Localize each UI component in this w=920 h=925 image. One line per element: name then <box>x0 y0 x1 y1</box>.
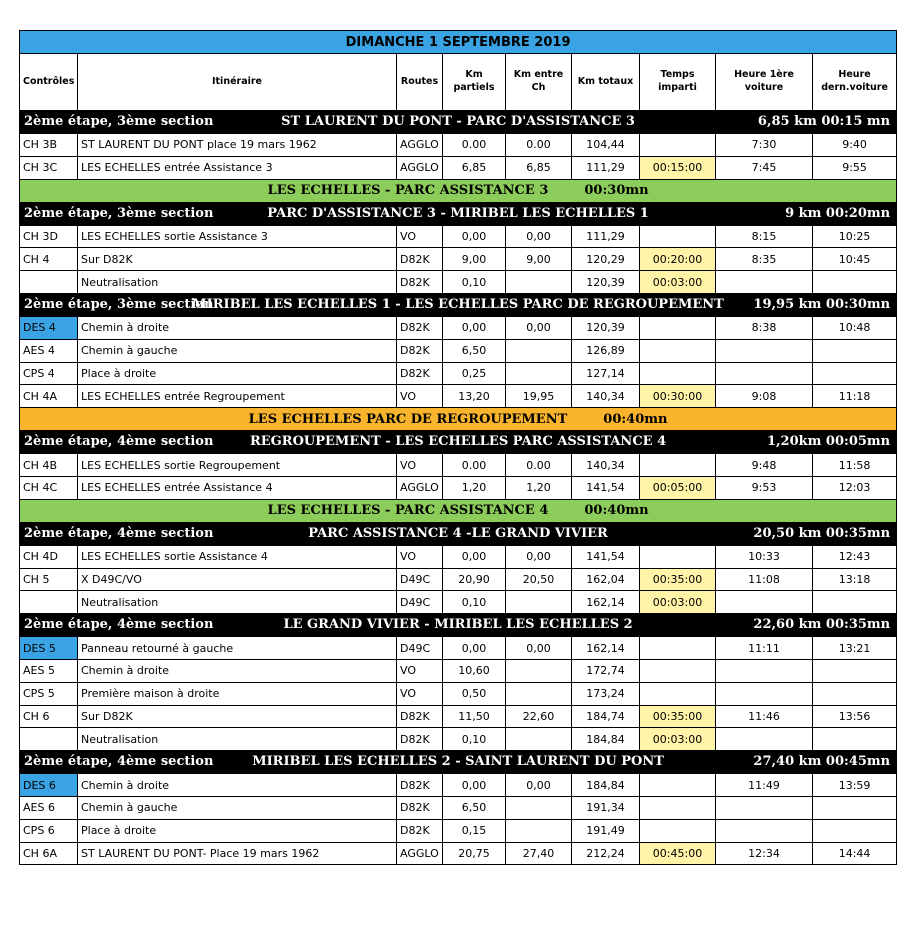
heure-derniere-cell: 11:58 <box>813 454 897 477</box>
header-row <box>20 54 897 111</box>
section-distance-time: 27,40 km 00:45mn <box>753 754 891 770</box>
km-partiels-cell: 0,25 <box>443 362 506 385</box>
parc-name: LES ECHELLES - PARC ASSISTANCE 4 <box>267 503 549 519</box>
km-totaux-cell: 184,74 <box>572 705 640 728</box>
km-totaux-cell: 111,29 <box>572 156 640 179</box>
km-entre-cell: 6,85 <box>506 156 572 179</box>
heure-derniere-cell: 10:25 <box>813 225 897 248</box>
parc-row <box>20 179 897 202</box>
section-header-row <box>20 202 897 225</box>
km-totaux-cell: 141,54 <box>572 476 640 499</box>
route-cell: D49C <box>397 568 443 591</box>
km-totaux-cell: 104,44 <box>572 134 640 157</box>
itinerary-cell: LES ECHELLES sortie Regroupement <box>78 454 397 477</box>
parc-row <box>20 408 897 431</box>
km-partiels-cell: 1,20 <box>443 476 506 499</box>
route-cell: D82K <box>397 728 443 751</box>
section-distance-time: 1,20km 00:05mn <box>766 434 891 450</box>
section-distance-time: 19,95 km 00:30mn <box>753 296 891 312</box>
km-partiels-cell: 11,50 <box>443 705 506 728</box>
section-header-row <box>20 111 897 134</box>
km-totaux-cell: 212,24 <box>572 842 640 865</box>
temps-imparti-cell <box>640 454 716 477</box>
section-header <box>20 522 897 545</box>
table-row <box>20 637 897 660</box>
itinerary-cell: ST LAURENT DU PONT place 19 mars 1962 <box>78 134 397 157</box>
temps-imparti-cell: 00:03:00 <box>640 728 716 751</box>
itinerary-cell: LES ECHELLES sortie Assistance 3 <box>78 225 397 248</box>
section-header-content <box>20 751 896 773</box>
table-row <box>20 454 897 477</box>
heure-derniere-cell <box>813 728 897 751</box>
temps-imparti-cell <box>640 682 716 705</box>
heure-derniere-cell: 13:56 <box>813 705 897 728</box>
km-totaux-cell: 120,29 <box>572 248 640 271</box>
heure-premiere-cell <box>716 728 813 751</box>
heure-derniere-cell <box>813 796 897 819</box>
temps-imparti-cell: 00:20:00 <box>640 248 716 271</box>
control-code: CH 4C <box>20 476 78 499</box>
km-entre-cell: 22,60 <box>506 705 572 728</box>
km-entre-cell <box>506 682 572 705</box>
route-cell: AGGLO <box>397 134 443 157</box>
section-header <box>20 202 897 225</box>
itinerary-cell: Chemin à droite <box>78 659 397 682</box>
table-row <box>20 774 897 797</box>
km-partiels-cell: 13,20 <box>443 385 506 408</box>
km-entre-cell: 1,20 <box>506 476 572 499</box>
parc-name: LES ECHELLES PARC DE REGROUPEMENT <box>248 411 568 427</box>
itinerary-cell: Place à droite <box>78 362 397 385</box>
km-entre-cell: 0,00 <box>506 225 572 248</box>
control-code: CH 3D <box>20 225 78 248</box>
section-distance-time: 22,60 km 00:35mn <box>753 617 891 633</box>
heure-derniere-cell: 12:43 <box>813 545 897 568</box>
heure-premiere-cell: 11:49 <box>716 774 813 797</box>
itinerary-cell: Neutralisation <box>78 728 397 751</box>
heure-premiere-cell <box>716 271 813 294</box>
route-cell: D82K <box>397 339 443 362</box>
route-cell: D82K <box>397 796 443 819</box>
heure-derniere-cell: 12:03 <box>813 476 897 499</box>
table-row <box>20 385 897 408</box>
route-cell: D82K <box>397 705 443 728</box>
km-partiels-cell: 0,00 <box>443 637 506 660</box>
section-stage: 2ème étape, 3ème section <box>24 296 214 312</box>
km-totaux-cell: 162,14 <box>572 637 640 660</box>
section-distance-time: 20,50 km 00:35mn <box>753 525 891 541</box>
section-header-content <box>20 111 896 133</box>
control-code: AES 4 <box>20 339 78 362</box>
heure-derniere-cell <box>813 659 897 682</box>
control-code: DES 4 <box>20 316 78 339</box>
control-code: CH 4A <box>20 385 78 408</box>
control-code: CPS 6 <box>20 819 78 842</box>
control-code: CPS 4 <box>20 362 78 385</box>
km-totaux-cell: 140,34 <box>572 385 640 408</box>
heure-derniere-cell <box>813 819 897 842</box>
heure-derniere-cell: 14:44 <box>813 842 897 865</box>
control-code: DES 6 <box>20 774 78 797</box>
km-partiels-cell: 0,00 <box>443 545 506 568</box>
section-header-row <box>20 293 897 316</box>
km-totaux-cell: 191,34 <box>572 796 640 819</box>
heure-premiere-cell: 9:08 <box>716 385 813 408</box>
heure-premiere-cell <box>716 362 813 385</box>
title-row <box>20 31 897 54</box>
temps-imparti-cell: 00:45:00 <box>640 842 716 865</box>
km-partiels-cell: 9,00 <box>443 248 506 271</box>
km-totaux-cell: 111,29 <box>572 225 640 248</box>
heure-premiere-cell: 8:15 <box>716 225 813 248</box>
section-header-row <box>20 431 897 454</box>
table-row <box>20 316 897 339</box>
heure-derniere-cell <box>813 591 897 614</box>
temps-imparti-cell <box>640 362 716 385</box>
temps-imparti-cell: 00:30:00 <box>640 385 716 408</box>
temps-imparti-cell: 00:35:00 <box>640 568 716 591</box>
table-row <box>20 842 897 865</box>
table-row <box>20 728 897 751</box>
section-route: REGROUPEMENT - LES ECHELLES PARC ASSISTANCE 4 <box>249 434 667 450</box>
control-code <box>20 728 78 751</box>
section-stage: 2ème étape, 4ème section <box>24 434 214 450</box>
km-partiels-cell: 0.00 <box>443 134 506 157</box>
table-row <box>20 339 897 362</box>
km-entre-cell <box>506 796 572 819</box>
km-totaux-cell: 172,74 <box>572 659 640 682</box>
km-partiels-cell: 0,00 <box>443 774 506 797</box>
heure-derniere-cell: 10:48 <box>813 316 897 339</box>
km-totaux-cell: 191,49 <box>572 819 640 842</box>
heure-derniere-cell: 9:40 <box>813 134 897 157</box>
route-cell: D82K <box>397 362 443 385</box>
parc-name: LES ECHELLES - PARC ASSISTANCE 3 <box>267 183 549 199</box>
temps-imparti-cell <box>640 774 716 797</box>
table-row <box>20 248 897 271</box>
km-entre-cell: 9,00 <box>506 248 572 271</box>
control-code: CH 5 <box>20 568 78 591</box>
table-row <box>20 682 897 705</box>
itinerary-cell: LES ECHELLES sortie Assistance 4 <box>78 545 397 568</box>
header-km-entre: Km entre Ch <box>506 54 572 111</box>
route-cell: D82K <box>397 248 443 271</box>
itinerary-cell: ST LAURENT DU PONT- Place 19 mars 1962 <box>78 842 397 865</box>
temps-imparti-cell <box>640 339 716 362</box>
header-km-partiels: Km partiels <box>443 54 506 111</box>
route-cell: AGGLO <box>397 156 443 179</box>
control-code: CH 3B <box>20 134 78 157</box>
parc-row <box>20 499 897 522</box>
parc-duration: 00:40mn <box>603 411 668 427</box>
km-totaux-cell: 126,89 <box>572 339 640 362</box>
temps-imparti-cell: 00:03:00 <box>640 591 716 614</box>
km-entre-cell <box>506 819 572 842</box>
km-entre-cell: 20,50 <box>506 568 572 591</box>
section-stage: 2ème étape, 4ème section <box>24 525 214 541</box>
km-partiels-cell: 6,50 <box>443 796 506 819</box>
heure-premiere-cell <box>716 796 813 819</box>
heure-premiere-cell: 7:30 <box>716 134 813 157</box>
temps-imparti-cell <box>640 659 716 682</box>
itinerary-cell: Place à droite <box>78 819 397 842</box>
heure-premiere-cell: 11:46 <box>716 705 813 728</box>
parc-banner <box>20 408 897 431</box>
table-row <box>20 156 897 179</box>
section-route: ST LAURENT DU PONT - PARC D'ASSISTANCE 3 <box>281 114 635 129</box>
km-entre-cell <box>506 591 572 614</box>
heure-premiere-cell: 11:08 <box>716 568 813 591</box>
km-partiels-cell: 0,50 <box>443 682 506 705</box>
section-stage: 2ème étape, 4ème section <box>24 754 214 770</box>
temps-imparti-cell <box>640 545 716 568</box>
temps-imparti-cell: 00:35:00 <box>640 705 716 728</box>
control-code: DES 5 <box>20 637 78 660</box>
heure-premiere-cell: 9:48 <box>716 454 813 477</box>
control-code: CH 6 <box>20 705 78 728</box>
km-partiels-cell: 6,50 <box>443 339 506 362</box>
itinerary-cell: Chemin à gauche <box>78 796 397 819</box>
km-partiels-cell: 0,00 <box>443 316 506 339</box>
table-row <box>20 819 897 842</box>
km-entre-cell: 0,00 <box>506 316 572 339</box>
temps-imparti-cell <box>640 819 716 842</box>
control-code: AES 6 <box>20 796 78 819</box>
route-cell: D82K <box>397 819 443 842</box>
km-partiels-cell: 10,60 <box>443 659 506 682</box>
itinerary-cell: LES ECHELLES entrée Assistance 3 <box>78 156 397 179</box>
section-stage: 2ème étape, 3ème section <box>24 114 214 129</box>
km-totaux-cell: 141,54 <box>572 545 640 568</box>
temps-imparti-cell: 00:15:00 <box>640 156 716 179</box>
route-cell: D82K <box>397 316 443 339</box>
heure-premiere-cell <box>716 339 813 362</box>
km-partiels-cell: 20,75 <box>443 842 506 865</box>
km-totaux-cell: 184,84 <box>572 774 640 797</box>
parc-duration: 00:40mn <box>584 503 649 519</box>
section-header-content <box>20 614 896 636</box>
header-controles: Contrôles <box>20 54 78 111</box>
heure-derniere-cell: 13:59 <box>813 774 897 797</box>
route-cell: VO <box>397 682 443 705</box>
section-header <box>20 751 897 774</box>
schedule-table <box>19 30 897 865</box>
itinerary-cell: Chemin à droite <box>78 774 397 797</box>
table-row <box>20 134 897 157</box>
heure-derniere-cell: 13:18 <box>813 568 897 591</box>
km-totaux-cell: 120,39 <box>572 271 640 294</box>
section-header-content <box>20 431 896 453</box>
control-code: CH 4D <box>20 545 78 568</box>
km-entre-cell: 0,00 <box>506 637 572 660</box>
km-entre-cell: 0.00 <box>506 454 572 477</box>
route-cell: AGGLO <box>397 476 443 499</box>
km-entre-cell <box>506 362 572 385</box>
section-route: MIRIBEL LES ECHELLES 2 - SAINT LAURENT DU PONT <box>252 754 664 770</box>
km-partiels-cell: 0,00 <box>443 225 506 248</box>
temps-imparti-cell: 00:05:00 <box>640 476 716 499</box>
itinerary-cell: LES ECHELLES entrée Regroupement <box>78 385 397 408</box>
km-entre-cell: 0,00 <box>506 774 572 797</box>
route-cell: D49C <box>397 637 443 660</box>
table-row <box>20 591 897 614</box>
heure-derniere-cell: 10:45 <box>813 248 897 271</box>
route-cell: VO <box>397 545 443 568</box>
km-totaux-cell: 162,04 <box>572 568 640 591</box>
heure-premiere-cell: 7:45 <box>716 156 813 179</box>
header-heure-premiere: Heure 1ère voiture <box>716 54 813 111</box>
section-distance-time: 9 km 00:20mn <box>785 205 891 221</box>
km-entre-cell <box>506 659 572 682</box>
km-totaux-cell: 120,39 <box>572 316 640 339</box>
table-row <box>20 659 897 682</box>
km-totaux-cell: 127,14 <box>572 362 640 385</box>
page-title: DIMANCHE 1 SEPTEMBRE 2019 <box>20 31 897 54</box>
km-totaux-cell: 173,24 <box>572 682 640 705</box>
section-header-row <box>20 614 897 637</box>
itinerary-cell: Panneau retourné à gauche <box>78 637 397 660</box>
km-totaux-cell: 140,34 <box>572 454 640 477</box>
table-row <box>20 705 897 728</box>
itinerary-cell: Sur D82K <box>78 248 397 271</box>
itinerary-cell: Neutralisation <box>78 591 397 614</box>
itinerary-cell: Chemin à gauche <box>78 339 397 362</box>
heure-premiere-cell <box>716 819 813 842</box>
itinerary-cell: Chemin à droite <box>78 316 397 339</box>
header-routes: Routes <box>397 54 443 111</box>
km-totaux-cell: 184,84 <box>572 728 640 751</box>
section-header-content <box>20 523 896 545</box>
heure-derniere-cell: 13:21 <box>813 637 897 660</box>
temps-imparti-cell <box>640 225 716 248</box>
route-cell: D49C <box>397 591 443 614</box>
km-entre-cell: 0.00 <box>506 134 572 157</box>
heure-premiere-cell: 8:38 <box>716 316 813 339</box>
parc-banner <box>20 179 897 202</box>
temps-imparti-cell: 00:03:00 <box>640 271 716 294</box>
heure-premiere-cell <box>716 591 813 614</box>
km-partiels-cell: 0,10 <box>443 271 506 294</box>
heure-premiere-cell: 9:53 <box>716 476 813 499</box>
km-entre-cell <box>506 271 572 294</box>
heure-premiere-cell: 10:33 <box>716 545 813 568</box>
control-code: CH 4B <box>20 454 78 477</box>
header-itineraire: Itinéraire <box>78 54 397 111</box>
km-partiels-cell: 0.00 <box>443 454 506 477</box>
heure-premiere-cell: 11:11 <box>716 637 813 660</box>
section-header-content <box>20 294 896 316</box>
route-cell: VO <box>397 659 443 682</box>
control-code <box>20 591 78 614</box>
itinerary-cell: X D49C/VO <box>78 568 397 591</box>
section-header <box>20 614 897 637</box>
section-header-row <box>20 522 897 545</box>
heure-premiere-cell <box>716 682 813 705</box>
itinerary-cell: LES ECHELLES entrée Assistance 4 <box>78 476 397 499</box>
section-header <box>20 293 897 316</box>
temps-imparti-cell <box>640 134 716 157</box>
route-cell: VO <box>397 385 443 408</box>
table-row <box>20 796 897 819</box>
control-code: CH 3C <box>20 156 78 179</box>
heure-premiere-cell: 12:34 <box>716 842 813 865</box>
km-partiels-cell: 0,10 <box>443 591 506 614</box>
table-row <box>20 271 897 294</box>
parc-duration: 00:30mn <box>584 183 649 199</box>
itinerary-cell: Première maison à droite <box>78 682 397 705</box>
temps-imparti-cell <box>640 796 716 819</box>
km-partiels-cell: 6,85 <box>443 156 506 179</box>
parc-banner <box>20 499 897 522</box>
heure-premiere-cell: 8:35 <box>716 248 813 271</box>
control-code <box>20 271 78 294</box>
heure-derniere-cell <box>813 362 897 385</box>
section-route: PARC ASSISTANCE 4 -LE GRAND VIVIER <box>308 525 608 541</box>
route-cell: D82K <box>397 271 443 294</box>
route-cell: D82K <box>397 774 443 797</box>
section-stage: 2ème étape, 3ème section <box>24 205 214 221</box>
schedule-body <box>20 111 897 865</box>
km-totaux-cell: 162,14 <box>572 591 640 614</box>
section-route: PARC D'ASSISTANCE 3 - MIRIBEL LES ECHELLES 1 <box>267 205 649 221</box>
heure-derniere-cell <box>813 339 897 362</box>
km-entre-cell <box>506 339 572 362</box>
table-row <box>20 545 897 568</box>
control-code: AES 5 <box>20 659 78 682</box>
km-partiels-cell: 20,90 <box>443 568 506 591</box>
km-partiels-cell: 0,15 <box>443 819 506 842</box>
heure-derniere-cell <box>813 271 897 294</box>
heure-derniere-cell <box>813 682 897 705</box>
heure-derniere-cell: 9:55 <box>813 156 897 179</box>
control-code: CPS 5 <box>20 682 78 705</box>
section-distance-time: 6,85 km 00:15 mn <box>757 114 891 129</box>
section-stage: 2ème étape, 4ème section <box>24 617 214 633</box>
km-entre-cell: 27,40 <box>506 842 572 865</box>
control-code: CH 6A <box>20 842 78 865</box>
route-cell: VO <box>397 225 443 248</box>
route-cell: VO <box>397 454 443 477</box>
km-entre-cell: 0,00 <box>506 545 572 568</box>
table-row <box>20 476 897 499</box>
km-entre-cell <box>506 728 572 751</box>
km-partiels-cell: 0,10 <box>443 728 506 751</box>
temps-imparti-cell <box>640 637 716 660</box>
control-code: CH 4 <box>20 248 78 271</box>
route-cell: AGGLO <box>397 842 443 865</box>
heure-premiere-cell <box>716 659 813 682</box>
section-route: LE GRAND VIVIER - MIRIBEL LES ECHELLES 2 <box>283 617 633 633</box>
header-heure-derniere: Heure dern.voiture <box>813 54 897 111</box>
section-header-row <box>20 751 897 774</box>
section-header-content <box>20 203 896 225</box>
itinerary-cell: Sur D82K <box>78 705 397 728</box>
km-entre-cell: 19,95 <box>506 385 572 408</box>
table-row <box>20 225 897 248</box>
table-row <box>20 568 897 591</box>
header-temps: Temps imparti <box>640 54 716 111</box>
section-route: MIRIBEL LES ECHELLES 1 - LES ECHELLES PARC DE REGROUPEMENT <box>192 296 724 312</box>
header-km-totaux: Km totaux <box>572 54 640 111</box>
section-header <box>20 431 897 454</box>
itinerary-cell: Neutralisation <box>78 271 397 294</box>
table-row <box>20 362 897 385</box>
section-header <box>20 111 897 134</box>
heure-derniere-cell: 11:18 <box>813 385 897 408</box>
temps-imparti-cell <box>640 316 716 339</box>
